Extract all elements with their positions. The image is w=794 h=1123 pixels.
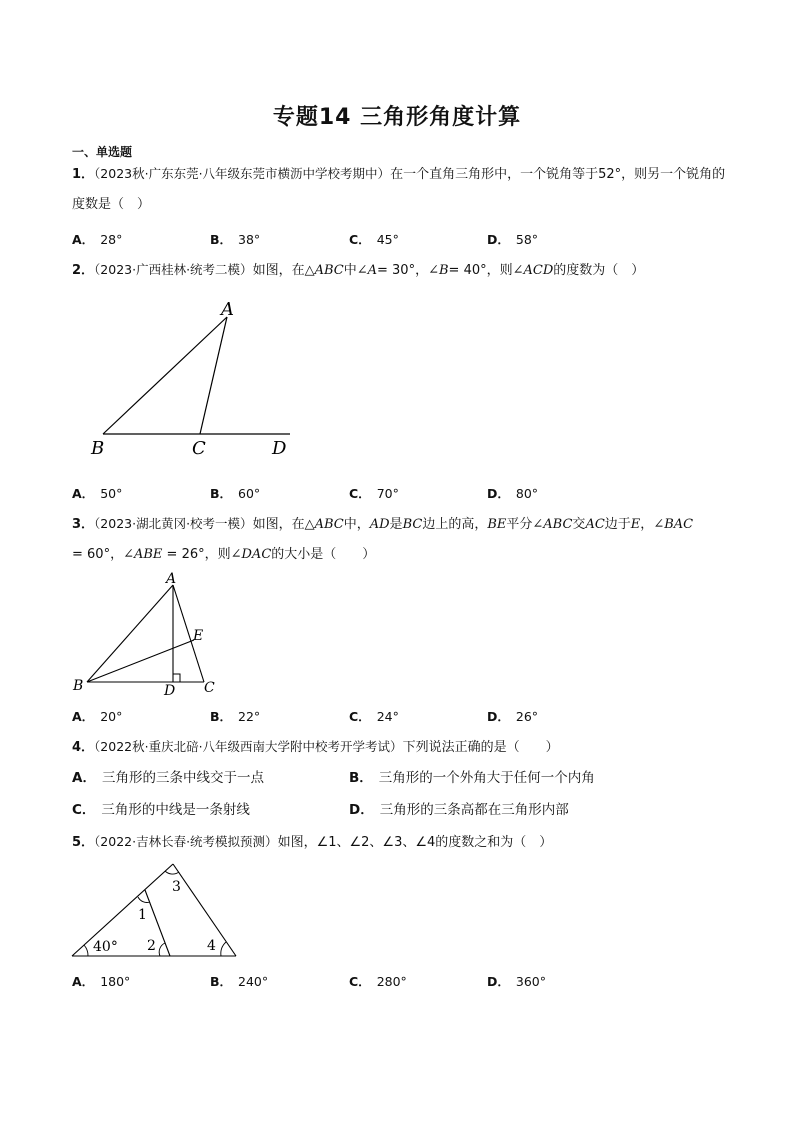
question-text: 在一个直角三角形中，一个锐角等于52°，则另一个锐角的度数是（ ） — [72, 167, 726, 212]
option-b[interactable]: B． 22° — [210, 709, 261, 724]
question-source: （2022秋·重庆北碚·八年级西南大学附中校考开学考试） — [94, 739, 403, 754]
bisector-be — [87, 640, 194, 682]
option-b[interactable]: B． 240° — [210, 974, 269, 989]
question-number: 5． — [72, 835, 95, 850]
section-heading: 一、单选题 — [72, 145, 133, 159]
label-d: D — [272, 438, 287, 459]
label-angle-4: 4 — [207, 938, 216, 954]
figure-triangle-angles — [66, 860, 246, 962]
left-side — [72, 864, 173, 956]
options-4 — [72, 766, 732, 830]
option-a[interactable]: A． 20° — [72, 709, 123, 724]
label-a: A — [166, 571, 177, 587]
options-5 — [72, 972, 732, 996]
label-b: B — [91, 438, 105, 459]
right-side — [173, 864, 236, 956]
question-text: 如图，∠1、∠2、∠3、∠4的度数之和为（ ） — [277, 835, 553, 850]
label-b: B — [73, 678, 84, 694]
question-4 — [72, 732, 732, 763]
question-number: 2． — [72, 263, 95, 278]
question-5 — [72, 827, 732, 858]
label-c: C — [192, 438, 206, 459]
label-angle-1: 1 — [138, 907, 147, 923]
question-number: 4． — [72, 740, 95, 755]
page-title: 专题14 三角形角度计算 — [272, 105, 522, 130]
option-b[interactable]: B． 60° — [210, 486, 261, 501]
question-2: 2．（2023·广西桂林·统考二模）如图，在△ABC中∠A= 30°，∠B= 40°，则∠ACD的度数为（ ） — [72, 262, 645, 278]
option-d[interactable]: D． 80° — [487, 486, 539, 501]
arc-40 — [84, 945, 88, 956]
figure-triangle-abc-extended — [80, 295, 320, 465]
label-angle-3: 3 — [172, 879, 181, 895]
option-b[interactable]: B． 38° — [210, 232, 261, 247]
label-c: C — [204, 680, 215, 696]
option-c[interactable]: C． 280° — [349, 974, 407, 989]
question-source: （2022·吉林长春·统考模拟预测） — [94, 834, 278, 849]
option-c[interactable]: C． 三角形的中线是一条射线 — [72, 802, 250, 818]
figure-triangle-altitude-bisector — [66, 568, 226, 698]
label-40-degrees: 40° — [93, 939, 118, 955]
option-d[interactable]: D． 三角形的三条高都在三角形内部 — [349, 802, 569, 818]
options-1 — [72, 230, 732, 254]
question-text: 下列说法正确的是（ ） — [402, 740, 559, 755]
label-e: E — [193, 628, 204, 644]
option-c[interactable]: C． 70° — [349, 486, 399, 501]
option-d[interactable]: D． 360° — [487, 974, 546, 989]
options-3 — [72, 707, 732, 731]
question-3: 3．（2023·湖北黄冈·校考一模）如图，在△ABC中，AD是BC边上的高，BE平分∠ABC交AC边于E，∠BAC = 60°，∠ABE = 26°，则∠DAC的大小是（ ） — [72, 516, 694, 562]
question-1 — [72, 159, 732, 220]
option-d[interactable]: D． 58° — [487, 232, 539, 247]
option-a[interactable]: A． 三角形的三条中线交于一点 — [72, 770, 264, 786]
option-c[interactable]: C． 45° — [349, 232, 399, 247]
question-number: 1． — [72, 167, 95, 182]
question-source: （2023秋·广东东莞·八年级东莞市横沥中学校考期中） — [94, 166, 391, 181]
label-angle-2: 2 — [147, 938, 156, 954]
label-a: A — [221, 299, 234, 320]
option-c[interactable]: C． 24° — [349, 709, 399, 724]
option-a[interactable]: A． 28° — [72, 232, 123, 247]
option-a[interactable]: A． 180° — [72, 974, 131, 989]
option-b[interactable]: B． 三角形的一个外角大于任何一个内角 — [349, 770, 595, 786]
arc-2 — [159, 943, 165, 956]
arc-3 — [165, 871, 179, 874]
question-source: （2023·湖北黄冈·校考一模） — [94, 516, 253, 531]
options-2 — [72, 484, 732, 508]
question-number: 3． — [72, 517, 95, 532]
arc-4 — [221, 942, 226, 956]
line-ac — [200, 317, 227, 434]
option-a[interactable]: A． 50° — [72, 486, 123, 501]
option-d[interactable]: D． 26° — [487, 709, 539, 724]
line-ba — [103, 317, 227, 434]
question-source: （2023·广西桂林·统考二模） — [94, 262, 253, 277]
side-ba — [87, 585, 173, 682]
right-angle-mark — [173, 674, 180, 682]
label-d: D — [164, 683, 176, 698]
